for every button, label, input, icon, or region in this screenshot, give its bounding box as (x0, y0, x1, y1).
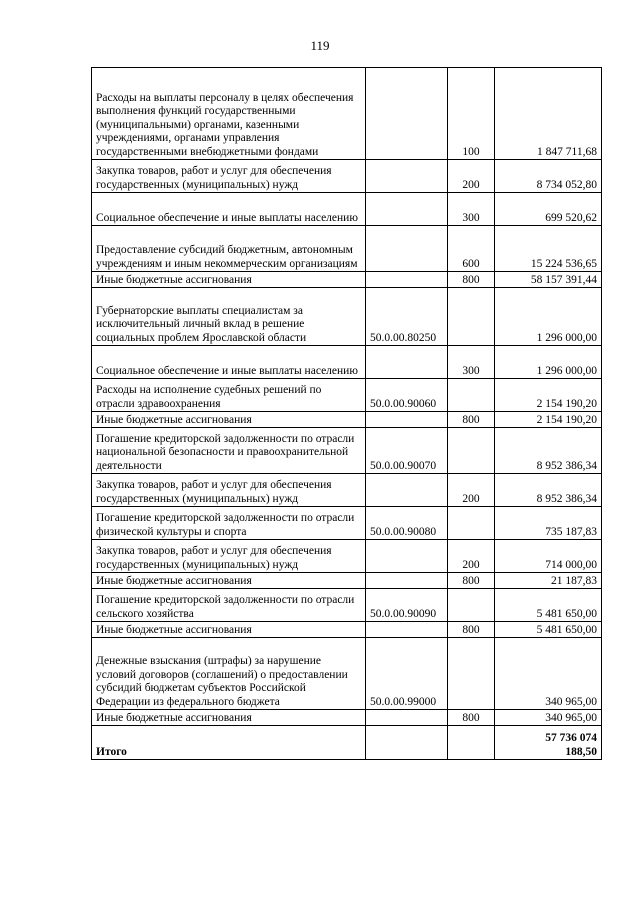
table-row (92, 638, 602, 710)
table-row (92, 540, 602, 573)
row-name-cell: Иные бюджетные ассигнования (92, 622, 366, 638)
row-sum-cell: 1 847 711,68 (495, 68, 602, 160)
row-code-cell: 50.0.00.90070 (366, 428, 448, 474)
row-type-cell (448, 428, 495, 474)
row-sum-cell: 8 952 386,34 (495, 474, 602, 507)
row-type-cell: 300 (448, 193, 495, 226)
row-type-cell: 100 (448, 68, 495, 160)
total-type-cell (448, 726, 495, 760)
budget-table-body (92, 68, 602, 760)
row-code-cell (366, 622, 448, 638)
row-sum-cell: 8 952 386,34 (495, 428, 602, 474)
table-row (92, 710, 602, 726)
table-row (92, 412, 602, 428)
table-row (92, 622, 602, 638)
total-code-cell (366, 726, 448, 760)
row-type-cell (448, 589, 495, 622)
row-type-cell: 800 (448, 710, 495, 726)
row-name-cell: Погашение кредиторской задолженности по отрасли сельского хозяйства (92, 589, 366, 622)
row-code-cell (366, 160, 448, 193)
row-type-cell: 200 (448, 540, 495, 573)
row-name-cell: Закупка товаров, работ и услуг для обеспечения государственных (муниципальных) нужд (92, 540, 366, 573)
row-type-cell: 200 (448, 474, 495, 507)
row-sum-cell: 714 000,00 (495, 540, 602, 573)
table-row (92, 160, 602, 193)
row-code-cell: 50.0.00.80250 (366, 288, 448, 346)
row-sum-cell: 8 734 052,80 (495, 160, 602, 193)
row-type-cell (448, 288, 495, 346)
row-sum-cell: 340 965,00 (495, 710, 602, 726)
table-row (92, 474, 602, 507)
row-code-cell (366, 346, 448, 379)
row-name-cell: Иные бюджетные ассигнования (92, 412, 366, 428)
row-type-cell: 600 (448, 226, 495, 272)
row-code-cell (366, 68, 448, 160)
row-name-cell: Иные бюджетные ассигнования (92, 710, 366, 726)
row-type-cell (448, 638, 495, 710)
budget-table (91, 67, 602, 760)
row-type-cell (448, 379, 495, 412)
row-name-cell: Денежные взыскания (штрафы) за нарушение условий договоров (соглашений) о предоставлении субсидий бюджетам субъектов Российской Федерации из федерального бюджета (92, 638, 366, 710)
row-type-cell: 800 (448, 573, 495, 589)
total-label: Итого (92, 726, 366, 760)
total-sum-line1: 57 736 074 (545, 732, 597, 744)
table-row (92, 507, 602, 540)
row-name-cell: Расходы на выплаты персоналу в целях обеспечения выполнения функций государственными (муниципальными) органами, казенными учреждениями, органами управления государственными внебюджетными фондами (92, 68, 366, 160)
row-sum-cell: 1 296 000,00 (495, 288, 602, 346)
row-sum-cell: 21 187,83 (495, 573, 602, 589)
row-type-cell (448, 507, 495, 540)
row-sum-cell: 2 154 190,20 (495, 412, 602, 428)
row-name-cell: Иные бюджетные ассигнования (92, 573, 366, 589)
table-row (92, 379, 602, 412)
row-code-cell (366, 226, 448, 272)
row-type-cell: 800 (448, 272, 495, 288)
table-row (92, 428, 602, 474)
row-code-cell (366, 412, 448, 428)
row-name-cell: Социальное обеспечение и иные выплаты населению (92, 346, 366, 379)
row-code-cell (366, 573, 448, 589)
table-row (92, 193, 602, 226)
table-row (92, 226, 602, 272)
row-sum-cell: 735 187,83 (495, 507, 602, 540)
row-sum-cell: 58 157 391,44 (495, 272, 602, 288)
row-code-cell: 50.0.00.90090 (366, 589, 448, 622)
row-name-cell: Погашение кредиторской задолженности по отрасли физической культуры и спорта (92, 507, 366, 540)
row-name-cell: Социальное обеспечение и иные выплаты населению (92, 193, 366, 226)
row-code-cell (366, 540, 448, 573)
row-name-cell: Иные бюджетные ассигнования (92, 272, 366, 288)
row-type-cell: 800 (448, 412, 495, 428)
row-name-cell: Закупка товаров, работ и услуг для обеспечения государственных (муниципальных) нужд (92, 160, 366, 193)
total-sum (495, 726, 602, 760)
row-type-cell: 200 (448, 160, 495, 193)
row-name-cell: Предоставление субсидий бюджетным, автономным учреждениям и иным некоммерческим организациям (92, 226, 366, 272)
table-row (92, 68, 602, 160)
row-code-cell: 50.0.00.99000 (366, 638, 448, 710)
table-row (92, 346, 602, 379)
row-type-cell: 800 (448, 622, 495, 638)
table-row (92, 288, 602, 346)
row-sum-cell: 699 520,62 (495, 193, 602, 226)
row-sum-cell: 5 481 650,00 (495, 622, 602, 638)
row-sum-cell: 1 296 000,00 (495, 346, 602, 379)
row-code-cell (366, 474, 448, 507)
row-sum-cell: 2 154 190,20 (495, 379, 602, 412)
row-code-cell (366, 272, 448, 288)
row-code-cell (366, 710, 448, 726)
table-row (92, 589, 602, 622)
row-code-cell: 50.0.00.90060 (366, 379, 448, 412)
row-sum-cell: 5 481 650,00 (495, 589, 602, 622)
total-row (92, 726, 602, 760)
table-row (92, 272, 602, 288)
row-code-cell: 50.0.00.90080 (366, 507, 448, 540)
total-sum-line2: 188,50 (565, 745, 597, 758)
row-type-cell: 300 (448, 346, 495, 379)
page-number: 119 (310, 38, 330, 53)
table-row (92, 573, 602, 589)
row-name-cell: Губернаторские выплаты специалистам за исключительный личный вклад в решение социальных проблем Ярославской области (92, 288, 366, 346)
row-name-cell: Закупка товаров, работ и услуг для обеспечения государственных (муниципальных) нужд (92, 474, 366, 507)
row-sum-cell: 340 965,00 (495, 638, 602, 710)
row-code-cell (366, 193, 448, 226)
row-name-cell: Погашение кредиторской задолженности по отрасли национальной безопасности и правоохранительной деятельности (92, 428, 366, 474)
row-sum-cell: 15 224 536,65 (495, 226, 602, 272)
row-name-cell: Расходы на исполнение судебных решений по отрасли здравоохранения (92, 379, 366, 412)
